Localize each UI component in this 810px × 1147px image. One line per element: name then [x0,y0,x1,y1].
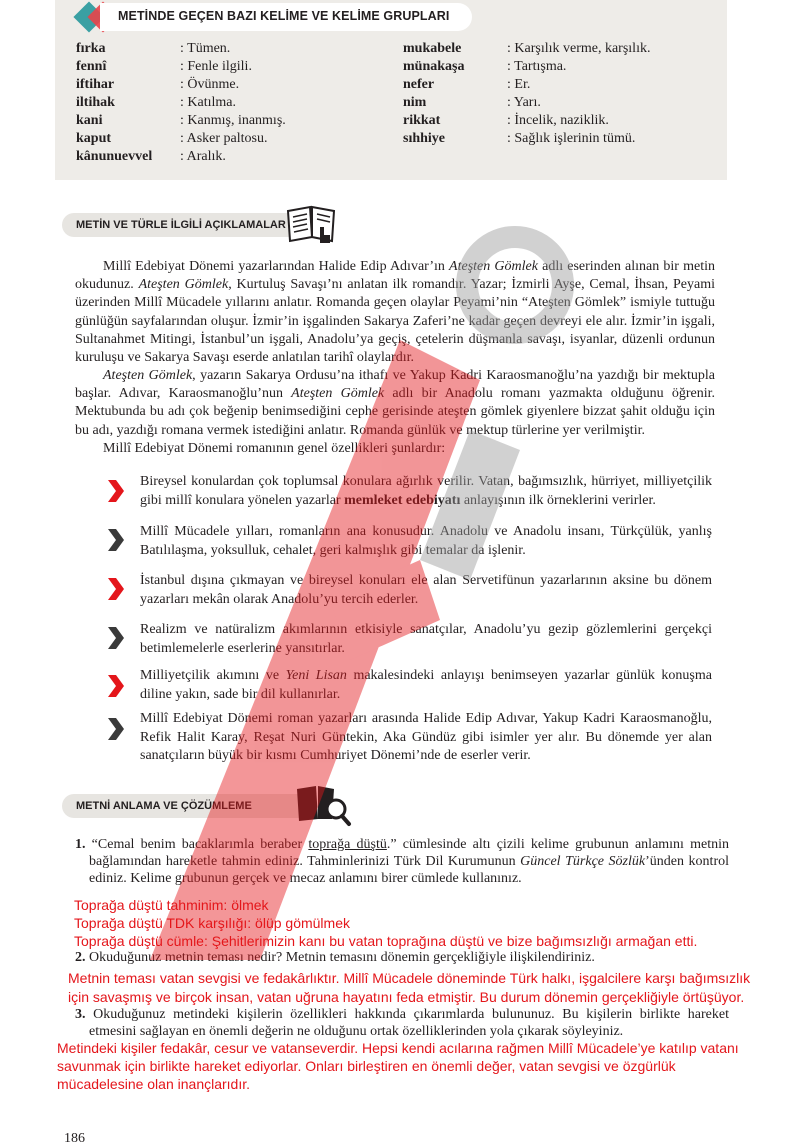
paragraph-intro [75,258,715,367]
vocab-definition: : Er. [507,77,531,92]
feature-item [140,523,712,560]
vocab-definition: : Tartışma. [507,59,567,74]
answer-3-line: mücadelesine olan inançlarıdır. [57,1076,251,1092]
vocab-term: fırka [76,41,106,56]
text: Realizm ve natüralizm akımlarının etkisiyle sanatçılar, Anadolu’yu gezip gözlemlerini gerçekçi betimlemelerle eserlerine yansıtırlar. [140,622,712,656]
text: Okuduğunuz metindeki kişilerin özellikleri hakkında çıkarımlarda bulununuz. Bu kişilerin birlikte hareket etmesini sağlayan en önemli değerin ne olduğunu ortak özelliklerinden yola çıkarak söyleyiniz. [89,1007,729,1039]
underlined-phrase: toprağa düştü [308,837,387,852]
book-title: Ateşten Gömlek [103,368,193,383]
feature-item [140,710,712,766]
vocab-definition: : Katılma. [180,95,236,110]
feature-item [140,667,712,704]
book-magnifier-icon [294,783,352,832]
text: Millî Mücadele yılları, romanların ana konusudur. Anadolu ve Anadolu insanı, Türkçülük, yanlış Batılılaşma, yoksulluk, cehalet, geri kalmışlık gibi temalar da işlenir. [140,524,712,558]
text: Millî Edebiyat Dönemi yazarlarından Halide Edip Adıvar’ın [103,259,450,274]
paragraph-features-intro: Millî Edebiyat Dönemi romanının genel özellikleri şunlardır: [103,441,446,456]
question-2 [75,949,715,966]
answer-2-line: Metnin teması vatan sevgisi ve fedakârlıktır. Millî Mücadele döneminde Türk halkı, işgalcilere karşı bağımsızlık [68,970,751,986]
vocab-definition: : Kanmış, inanmış. [180,113,286,128]
text: adlı eserinden alınan bir metin okudunuz. [75,259,715,293]
vocab-term: kani [76,113,103,128]
text: ’ünden kontrol ediniz. Kelime grubunun gerçek ve mecaz anlamını birer cümlede kullanınız. [89,854,729,886]
question-3 [75,1006,729,1040]
question-number: 3. [75,1007,86,1022]
paragraph-letter [75,367,715,440]
vocab-definition: : Yarı. [507,95,541,110]
book-title: Ateşten Gömlek [449,259,538,274]
feature-item [140,621,712,658]
vocabulary-left-column [76,40,376,170]
vocabulary-title: METİNDE GEÇEN BAZI KELİME VE KELİME GRUPLARI [118,9,450,23]
text: adlı bir Anadolu romanı yazmakta olduğunu öğrenir. Mektubunda bu adı çok beğenip benimsediğini cephe gerisinde ateşten gömlek giyenlere bizzat şahit olduğu için bu adı, yazdığı romana vermek istediğini anlatır. Romanda günlük ve mektup türlerine yer verilmiştir. [75,386,715,438]
text: “Cemal benim bacaklarımla beraber [91,837,309,852]
vocab-term: rikkat [403,113,441,128]
answer-1-line: Toprağa düştü cümle: Şehitlerimizin kanı bu vatan toprağına düştü ve bize bağımsızlığı armağan etti. [74,933,698,949]
text: Millî Edebiyat Dönemi roman yazarları arasında Halide Edip Adıvar, Yakup Kadri Karaosmanoğlu, Refik Halit Karay, Reşat Nuri Güntekin, Aka Gündüz gibi isimler yer alır. Bu dönemde yer alan sanatçıların büyük bir kısmı Cumhuriyet Dönemi’nde de eserler verir. [140,711,712,763]
text: .” cümlesinde altı çizili kelime grubunun anlamını metnin bağlamından hareketle tahmin ediniz. Tahminlerinizi Türk Dil Kurumunun [89,837,729,869]
emphasis: memleket edebiyatı [344,492,461,508]
vocab-definition: : Aralık. [180,149,226,164]
answer-2-line: için savaşmış ve birçok insan, vatan uğruna hayatını feda etmiştir. Bu durum dönemin gerçekliğiyle örtüşüyor. [68,989,745,1005]
question-number: 1. [75,837,86,852]
vocab-term: münakaşa [403,59,465,74]
book-title: Ateşten Gömlek [291,386,385,402]
text: İstanbul dışına çıkmayan ve bireysel konuları ele alan Servetifünun yazarlarının aksine bu dönem yazarları mekân olarak Anadolu’yu tercih ederler. [140,573,712,607]
answer-1-line: Toprağa düştü TDK karşılığı: ölüp gömülmek [74,915,350,931]
text: Bireysel konulardan çok toplumsal konulara ağırlık verilir. Vatan, bağımsızlık, hürriyet, milliyetçilik gibi millî konulara yönelen yazarlar [140,474,712,508]
section-title-text-explanations: METİN VE TÜRLE İLGİLİ AÇIKLAMALAR [62,213,302,237]
text: makalesindeki anlayışı benimseyen yazarlar günlük konuşma diline yakın, sade bir dil kullanırlar. [140,668,712,702]
article-title: Yeni Lisan [285,668,347,683]
text: , yazarın Sakarya Ordusu’na ithafı ve Yakup Kadri Karaosmanoğlu’na yazdığı bir mektupla başlar. Adıvar, Karaosmanoğlu’nun [75,368,716,402]
vocab-term: nefer [403,77,435,92]
vocab-term: iftihar [76,77,115,92]
vocab-definition: : Sağlık işlerinin tümü. [507,131,636,146]
vocab-definition: : Karşılık verme, karşılık. [507,41,651,56]
vocab-term: kaput [76,131,112,146]
open-book-icon [284,201,340,250]
vocab-definition: : Asker paltosu. [180,131,268,146]
feature-item [140,572,712,609]
answer-3-line: savunmak için birlikte hareket ediyorlar. Onları birleştiren en önemli değer, vatan sevgisi ve özgürlük [57,1058,676,1074]
answer-1-line: Toprağa düştü tahminim: ölmek [74,897,269,913]
text: anlayışının ilk örneklerini verirler. [460,492,656,508]
vocab-term: iltihak [76,95,115,110]
question-1 [75,836,729,887]
vocab-definition: : Fenle ilgili. [180,59,252,74]
answer-3-line: Metindeki kişiler fedakâr, cesur ve vatanseverdir. Hepsi kendi acılarına rağmen Millî Mücadele’ye katılıp vatanı [57,1040,739,1056]
vocab-term: mukabele [403,41,462,56]
vocab-definition: : Tümen. [180,41,231,56]
vocab-definition: : Övünme. [180,77,240,92]
book-title: Ateşten Gömlek [138,277,229,293]
vocab-term: sıhhiye [403,131,446,146]
vocabulary-right-column [403,40,723,160]
section-title-comprehension: METNİ ANLAMA VE ÇÖZÜMLEME [62,794,316,818]
vocab-definition: : İncelik, naziklik. [507,113,609,128]
page-number: 186 [64,1131,85,1146]
text: Milliyetçilik akımını ve [140,668,286,683]
question-number: 2. [75,950,86,965]
vocab-term: kânunuevvel [76,149,153,164]
text: , Kurtuluş Savaşı’nı anlatan ilk romandır. Yazar; İzmirli Ayşe, Cemal, İhsan, Peyami üzerinden Millî Mücadele yıllarını anlatır. Romanda geçen olaylar Peyami’nin “Ateşten Gömlek” ismiyle tuttuğu günlüğün sayfalarından oluşur. İzmir’in işgalinden Sakarya Zaferi’ne kadar geçen devreyi ele alır. İzmir’in işgali, Sultanahmet Mitingi, İstanbul’un işgali, Anadolu’ya geçiş, çetelerin düşmanla savaşı, isyanlar, düzenli ordunun kuruluşu ve Sakarya Savaşı eserde anlatılan tarihî olaylardır. [75,277,716,366]
feature-item [140,473,712,510]
text: Okuduğunuz metnin teması nedir? Metnin temasını dönemin gerçekliğiyle ilişkilendiriniz. [89,950,595,965]
vocab-term: fennî [76,59,107,74]
dictionary-title: Güncel Türkçe Sözlük [520,854,646,869]
vocab-term: nim [403,95,427,110]
